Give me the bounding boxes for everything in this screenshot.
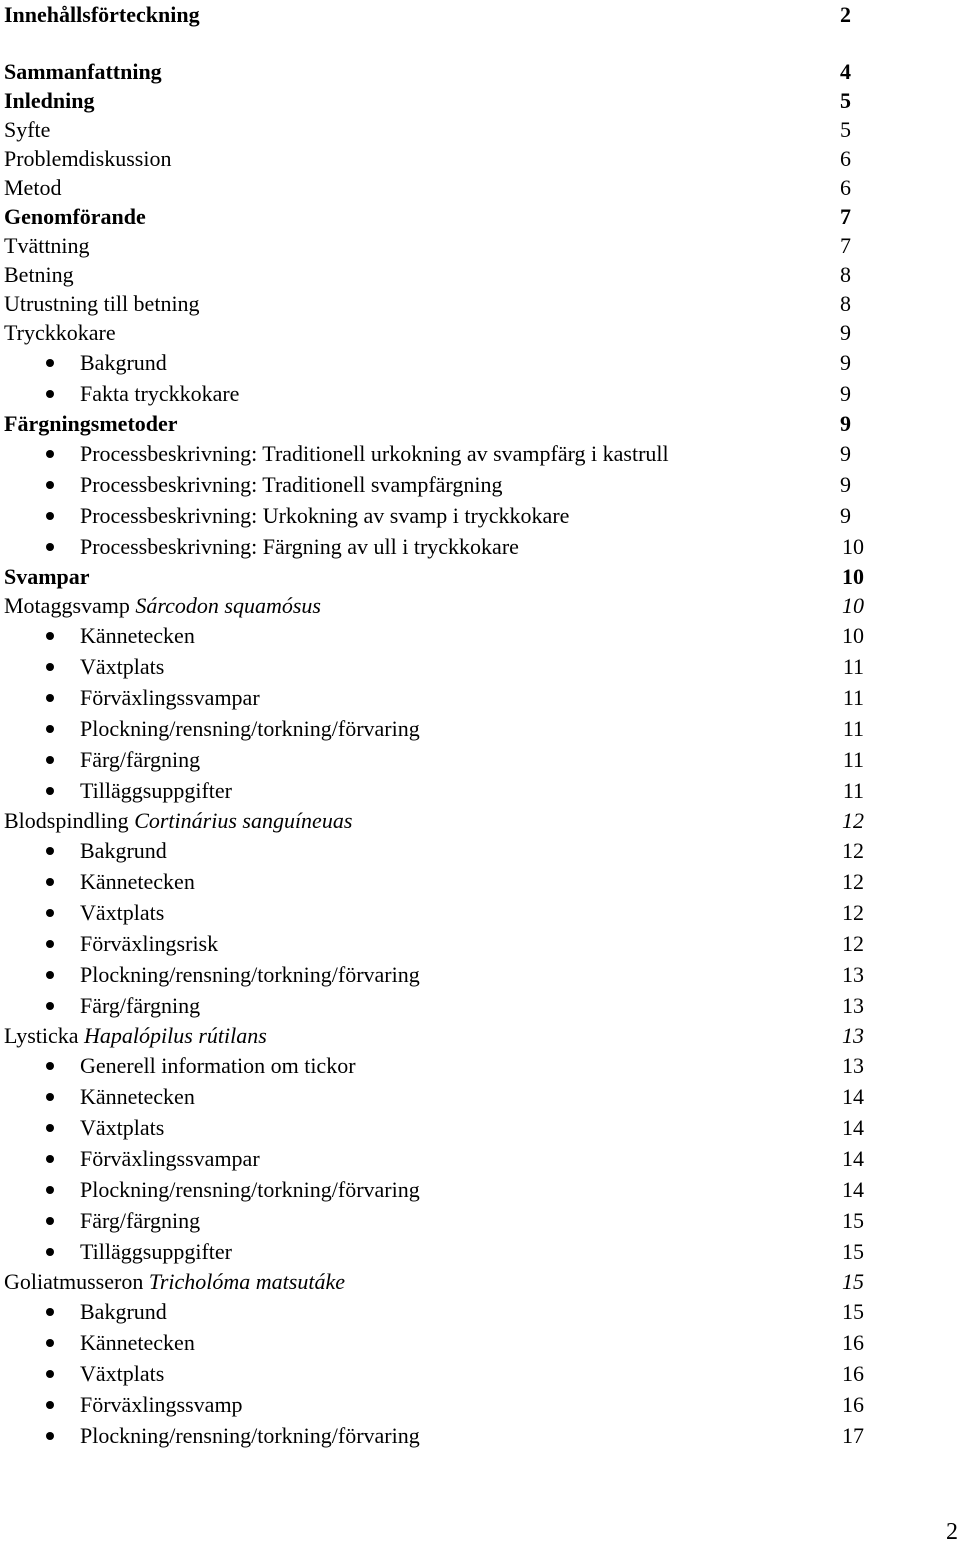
toc-entry — [4, 866, 864, 897]
toc-entry — [4, 1174, 864, 1205]
toc-entry-latin-name: Cortinárius sanguíneuas — [134, 808, 353, 833]
toc-entry — [4, 289, 864, 318]
toc-entry-page: 11 — [842, 716, 864, 741]
toc-entry — [4, 1021, 864, 1050]
toc-entry-label — [80, 959, 420, 990]
toc-entry-page: 9 — [840, 350, 851, 375]
bullet-icon — [46, 450, 54, 458]
toc-entry — [4, 438, 864, 469]
bullet-icon — [46, 1401, 54, 1409]
toc-entry-label — [80, 866, 195, 897]
toc-entry-label — [80, 1112, 164, 1143]
toc-entry-label — [4, 289, 200, 318]
toc-entry-name: Förväxlingssvamp — [80, 1392, 243, 1417]
toc-entry-name: Färg/färgning — [80, 747, 201, 772]
toc-entry — [4, 959, 864, 990]
bullet-icon — [46, 1339, 54, 1347]
toc-entry — [4, 928, 864, 959]
toc-entry-page: 7 — [840, 204, 851, 229]
bullet-icon — [46, 878, 54, 886]
toc-entry — [4, 1358, 864, 1389]
toc-title-row — [4, 0, 864, 29]
bullet-icon — [46, 756, 54, 764]
toc-entry-name: Växtplats — [80, 900, 165, 925]
toc-entry-page: 7 — [840, 233, 851, 258]
toc-entry-name: Färg/färgning — [80, 1208, 201, 1233]
toc-entry-name: Tryckkokare — [4, 320, 116, 345]
toc-entry — [4, 1050, 864, 1081]
toc-entry-name: Kännetecken — [80, 623, 195, 648]
toc-entry-page: 10 — [842, 593, 864, 618]
toc-entry-page: 13 — [842, 1053, 864, 1078]
toc-entry-name: Plockning/rensning/torkning/förvaring — [80, 962, 420, 987]
toc-entry-label — [4, 144, 171, 173]
toc-entry — [4, 620, 864, 651]
toc-entry — [4, 1205, 864, 1236]
toc-entry-page: 12 — [842, 931, 864, 956]
toc-entry — [4, 744, 864, 775]
toc-entry-name: Bakgrund — [80, 1299, 167, 1324]
toc-entry-label — [80, 438, 669, 469]
toc-entry-latin-name: Tricholóma matsutáke — [148, 1269, 345, 1294]
toc-entry-latin-name: Hapalópilus rútilans — [84, 1023, 267, 1048]
toc-entry — [4, 469, 864, 500]
toc-entry — [4, 591, 864, 620]
table-of-contents — [4, 0, 864, 1451]
toc-entry — [4, 347, 864, 378]
toc-entry-name: Växtplats — [80, 1115, 165, 1140]
toc-entry-page: 11 — [842, 778, 864, 803]
toc-entry-label — [80, 928, 218, 959]
toc-entry — [4, 1327, 864, 1358]
toc-entry-name: Problemdiskussion — [4, 146, 172, 171]
toc-entry — [4, 1389, 864, 1420]
bullet-icon — [46, 1186, 54, 1194]
toc-entry-latin-name: Sárcodon squamósus — [135, 593, 321, 618]
footer-page-number: 2 — [946, 1519, 958, 1545]
toc-entry — [4, 260, 864, 289]
toc-entry-page: 5 — [840, 117, 851, 142]
toc-entry-label — [4, 591, 321, 620]
toc-entry-name: Plockning/rensning/torkning/förvaring — [80, 1177, 420, 1202]
toc-entry-label — [80, 1174, 420, 1205]
toc-entry-name: Tilläggsuppgifter — [80, 778, 232, 803]
toc-entry-label — [80, 775, 232, 806]
toc-entry-page: 16 — [842, 1330, 864, 1355]
toc-entry-name: Bakgrund — [80, 838, 167, 863]
toc-entry-label — [80, 347, 167, 378]
toc-entry-page: 13 — [842, 1023, 864, 1048]
toc-entry-label — [4, 231, 90, 260]
toc-entry-name: Kännetecken — [80, 1330, 195, 1355]
bullet-icon — [46, 663, 54, 671]
toc-entry-name: Fakta tryckkokare — [80, 381, 240, 406]
toc-entry-name: Processbeskrivning: Traditionell svampfärgning — [80, 472, 503, 497]
toc-entry — [4, 562, 864, 591]
toc-entry-name: Lysticka — [4, 1023, 79, 1048]
toc-entry-page: 15 — [842, 1299, 864, 1324]
toc-entry-label — [4, 260, 74, 289]
toc-entry — [4, 835, 864, 866]
bullet-icon — [46, 1002, 54, 1010]
bullet-icon — [46, 1155, 54, 1163]
toc-entry-page: 13 — [842, 962, 864, 987]
toc-entry-page: 9 — [840, 472, 851, 497]
toc-entry-label — [80, 1205, 200, 1236]
toc-entry-label — [4, 86, 95, 115]
toc-entry — [4, 1267, 864, 1296]
toc-entry — [4, 173, 864, 202]
toc-entry-name: Växtplats — [80, 1361, 165, 1386]
toc-entry-label — [4, 202, 146, 231]
toc-entry-page: 15 — [842, 1208, 864, 1233]
toc-entry-name: Kännetecken — [80, 869, 195, 894]
toc-entry-page: 12 — [842, 900, 864, 925]
toc-entry-name: Processbeskrivning: Traditionell urkokning av svampfärg i kastrull — [80, 441, 669, 466]
toc-entry — [4, 1296, 864, 1327]
toc-entry-label — [4, 173, 61, 202]
toc-entry-name: Färgningsmetoder — [4, 411, 178, 436]
toc-entry-page: 9 — [840, 441, 851, 466]
toc-entry-name: Motaggsvamp — [4, 593, 130, 618]
bullet-icon — [46, 787, 54, 795]
toc-entry-page: 16 — [842, 1361, 864, 1386]
toc-entry-page: 4 — [840, 59, 851, 84]
toc-entry-name: Processbeskrivning: Färgning av ull i tryckkokare — [80, 534, 519, 559]
toc-entry-name: Genomförande — [4, 204, 146, 229]
toc-entry-label — [80, 378, 239, 409]
toc-entry-page: 14 — [842, 1084, 864, 1109]
toc-entry — [4, 682, 864, 713]
toc-entry — [4, 409, 864, 438]
toc-entry-name: Goliatmusseron — [4, 1269, 144, 1294]
toc-entry-page: 10 — [842, 623, 864, 648]
toc-entry-label — [4, 57, 162, 86]
toc-entry-page: 9 — [840, 411, 851, 436]
toc-entry-page: 13 — [842, 993, 864, 1018]
toc-entries — [4, 57, 864, 1451]
toc-entry-page: 10 — [842, 564, 864, 589]
toc-entry-name: Förväxlingssvampar — [80, 685, 260, 710]
bullet-icon — [46, 694, 54, 702]
toc-entry-name: Svampar — [4, 564, 90, 589]
toc-entry-page: 6 — [840, 175, 851, 200]
bullet-icon — [46, 971, 54, 979]
toc-entry — [4, 651, 864, 682]
toc-entry-page: 15 — [842, 1239, 864, 1264]
bullet-icon — [46, 1432, 54, 1440]
toc-entry-label — [4, 562, 90, 591]
toc-entry-label — [80, 835, 167, 866]
toc-entry-label — [80, 1236, 232, 1267]
toc-entry — [4, 144, 864, 173]
toc-entry-label — [80, 1081, 195, 1112]
toc-entry-page: 16 — [842, 1392, 864, 1417]
toc-entry-label — [80, 1358, 164, 1389]
toc-entry-label — [80, 682, 260, 713]
toc-entry-page: 14 — [842, 1115, 864, 1140]
toc-entry-page: 12 — [842, 838, 864, 863]
toc-entry — [4, 1081, 864, 1112]
bullet-icon — [46, 909, 54, 917]
toc-entry — [4, 57, 864, 86]
toc-entry-label — [80, 531, 519, 562]
toc-entry-name: Utrustning till betning — [4, 291, 200, 316]
toc-entry — [4, 1236, 864, 1267]
bullet-icon — [46, 1370, 54, 1378]
toc-entry-page: 8 — [840, 262, 851, 287]
toc-entry — [4, 531, 864, 562]
toc-entry — [4, 713, 864, 744]
toc-entry-name: Bakgrund — [80, 350, 167, 375]
toc-entry-label — [80, 1327, 195, 1358]
toc-entry-label — [80, 744, 200, 775]
toc-entry — [4, 500, 864, 531]
toc-entry-page: 17 — [842, 1423, 864, 1448]
toc-entry-page: 9 — [840, 503, 851, 528]
toc-entry-page: 14 — [842, 1146, 864, 1171]
bullet-icon — [46, 481, 54, 489]
toc-entry-label — [80, 1296, 167, 1327]
toc-entry-page: 11 — [842, 747, 864, 772]
toc-entry — [4, 202, 864, 231]
toc-entry-label — [4, 1021, 267, 1050]
toc-entry — [4, 378, 864, 409]
toc-entry — [4, 1420, 864, 1451]
bullet-icon — [46, 1093, 54, 1101]
toc-entry — [4, 806, 864, 835]
bullet-icon — [46, 1308, 54, 1316]
toc-entry-label — [4, 409, 178, 438]
toc-entry-label — [4, 806, 352, 835]
toc-entry-name: Metod — [4, 175, 62, 200]
toc-entry-page: 12 — [842, 808, 864, 833]
toc-entry — [4, 1112, 864, 1143]
bullet-icon — [46, 1248, 54, 1256]
toc-entry-page: 11 — [842, 654, 864, 679]
toc-entry-name: Betning — [4, 262, 74, 287]
toc-spacer — [4, 29, 864, 57]
toc-entry — [4, 318, 864, 347]
toc-entry — [4, 775, 864, 806]
bullet-icon — [46, 632, 54, 640]
toc-entry-label — [80, 500, 569, 531]
toc-entry — [4, 897, 864, 928]
toc-entry-page: 14 — [842, 1177, 864, 1202]
toc-title: Innehållsförteckning — [4, 2, 200, 27]
toc-entry-label — [80, 1143, 260, 1174]
bullet-icon — [46, 1062, 54, 1070]
toc-entry-name: Sammanfattning — [4, 59, 162, 84]
toc-entry-name: Blodspindling — [4, 808, 129, 833]
toc-entry-name: Syfte — [4, 117, 51, 142]
toc-entry-label — [80, 1389, 243, 1420]
toc-entry — [4, 1143, 864, 1174]
toc-entry-name: Plockning/rensning/torkning/förvaring — [80, 716, 420, 741]
toc-entry-name: Tvättning — [4, 233, 90, 258]
toc-entry-page: 15 — [842, 1269, 864, 1294]
bullet-icon — [46, 1217, 54, 1225]
bullet-icon — [46, 512, 54, 520]
toc-entry-label — [80, 897, 164, 928]
bullet-icon — [46, 940, 54, 948]
toc-entry-name: Tilläggsuppgifter — [80, 1239, 232, 1264]
toc-entry-name: Inledning — [4, 88, 95, 113]
toc-entry-name: Plockning/rensning/torkning/förvaring — [80, 1423, 420, 1448]
toc-entry-label — [80, 713, 420, 744]
toc-entry-label — [80, 469, 502, 500]
bullet-icon — [46, 725, 54, 733]
toc-entry — [4, 990, 864, 1021]
toc-entry-name: Växtplats — [80, 654, 165, 679]
toc-entry-label — [80, 620, 195, 651]
toc-entry-name: Kännetecken — [80, 1084, 195, 1109]
bullet-icon — [46, 543, 54, 551]
toc-entry-label — [80, 1420, 420, 1451]
toc-entry-page: 5 — [840, 88, 851, 113]
bullet-icon — [46, 1124, 54, 1132]
toc-entry-label — [4, 318, 116, 347]
toc-entry-label — [80, 990, 200, 1021]
toc-entry-label — [4, 115, 50, 144]
toc-entry-name: Processbeskrivning: Urkokning av svamp i tryckkokare — [80, 503, 570, 528]
toc-entry-page: 11 — [842, 685, 864, 710]
toc-entry-name: Generell information om tickor — [80, 1053, 356, 1078]
bullet-icon — [46, 390, 54, 398]
toc-entry-name: Förväxlingssvampar — [80, 1146, 260, 1171]
toc-entry-page: 6 — [840, 146, 851, 171]
toc-title-page: 2 — [840, 2, 851, 27]
toc-entry — [4, 231, 864, 260]
toc-entry-page: 10 — [842, 534, 864, 559]
toc-entry — [4, 86, 864, 115]
toc-entry-label — [80, 651, 164, 682]
bullet-icon — [46, 359, 54, 367]
toc-entry-name: Färg/färgning — [80, 993, 201, 1018]
toc-entry-page: 9 — [840, 320, 851, 345]
toc-entry-label — [4, 1267, 345, 1296]
bullet-icon — [46, 847, 54, 855]
toc-entry-label — [80, 1050, 356, 1081]
toc-entry — [4, 115, 864, 144]
toc-entry-page: 12 — [842, 869, 864, 894]
toc-entry-name: Förväxlingsrisk — [80, 931, 219, 956]
toc-entry-page: 8 — [840, 291, 851, 316]
toc-entry-page: 9 — [840, 381, 851, 406]
